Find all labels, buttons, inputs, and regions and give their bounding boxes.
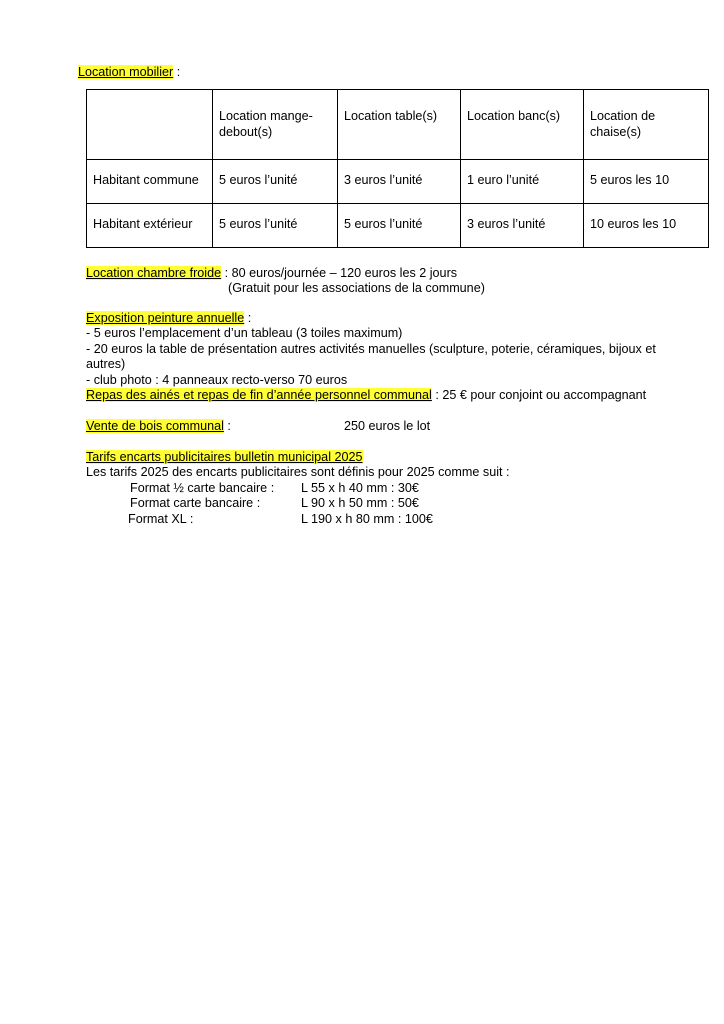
exposition-heading bbox=[86, 311, 251, 326]
table-cell: 3 euros l’unité bbox=[461, 204, 584, 248]
encarts-heading bbox=[86, 450, 363, 465]
table-cell: Habitant commune bbox=[87, 160, 213, 204]
table-cell: 5 euros l’unité bbox=[213, 204, 338, 248]
bois-title-suffix: : bbox=[223, 419, 231, 433]
chambre-froide-title: Location chambre froide bbox=[86, 266, 222, 280]
exposition-line: autres) bbox=[86, 357, 126, 371]
encart-format-label: Format carte bancaire : bbox=[130, 496, 261, 510]
bois-title: Vente de bois communal bbox=[86, 419, 224, 433]
table-cell: 3 euros l’unité bbox=[338, 160, 461, 204]
table-cell: 5 euros les 10 bbox=[584, 160, 709, 204]
bois-heading bbox=[86, 419, 231, 434]
table-cell: 1 euro l’unité bbox=[461, 160, 584, 204]
table-row bbox=[87, 204, 709, 248]
bois-value: 250 euros le lot bbox=[344, 419, 431, 433]
table-cell: Habitant extérieur bbox=[87, 204, 213, 248]
encart-format-value: L 55 x h 40 mm : 30€ bbox=[301, 481, 419, 495]
mobilier-title-suffix: : bbox=[173, 65, 181, 79]
table-header-cell: Location de chaise(s) bbox=[584, 90, 709, 160]
encart-format-label: Format ½ carte bancaire : bbox=[130, 481, 275, 495]
encarts-intro: Les tarifs 2025 des encarts publicitaires sont définis pour 2025 comme suit : bbox=[86, 465, 510, 479]
mobilier-title: Location mobilier bbox=[78, 65, 174, 79]
table-cell: 5 euros l’unité bbox=[338, 204, 461, 248]
encart-format-value: L 190 x h 80 mm : 100€ bbox=[301, 512, 433, 526]
repas-text: : 25 € pour conjoint ou accompagnant bbox=[431, 388, 647, 402]
chambre-froide-line bbox=[86, 266, 457, 281]
encarts-title: Tarifs encarts publicitaires bulletin municipal 2025 bbox=[86, 450, 363, 464]
encart-format-label: Format XL : bbox=[128, 512, 194, 526]
exposition-line: - 20 euros la table de présentation autres activités manuelles (sculpture, poterie, céramiques, bijoux et bbox=[86, 342, 656, 356]
exposition-title: Exposition peinture annuelle bbox=[86, 311, 245, 325]
chambre-froide-note: (Gratuit pour les associations de la commune) bbox=[228, 281, 485, 295]
table-header-cell: Location table(s) bbox=[338, 90, 461, 160]
mobilier-heading bbox=[78, 65, 180, 80]
table-header-cell bbox=[87, 90, 213, 160]
exposition-line: - 5 euros l’emplacement d’un tableau (3 toiles maximum) bbox=[86, 326, 403, 340]
repas-line bbox=[86, 388, 646, 403]
table-cell: 5 euros l’unité bbox=[213, 160, 338, 204]
table-cell: 10 euros les 10 bbox=[584, 204, 709, 248]
table-row bbox=[87, 160, 709, 204]
table-header-cell: Location banc(s) bbox=[461, 90, 584, 160]
encart-format-value: L 90 x h 50 mm : 50€ bbox=[301, 496, 419, 510]
repas-title: Repas des ainés et repas de fin d’année personnel communal bbox=[86, 388, 432, 402]
mobilier-table bbox=[86, 89, 709, 248]
exposition-line: - club photo : 4 panneaux recto-verso 70 euros bbox=[86, 373, 348, 387]
exposition-title-suffix: : bbox=[244, 311, 252, 325]
table-header-cell: Location mange-debout(s) bbox=[213, 90, 338, 160]
table-header-row bbox=[87, 90, 709, 160]
chambre-froide-text: : 80 euros/journée – 120 euros les 2 jours bbox=[221, 266, 458, 280]
